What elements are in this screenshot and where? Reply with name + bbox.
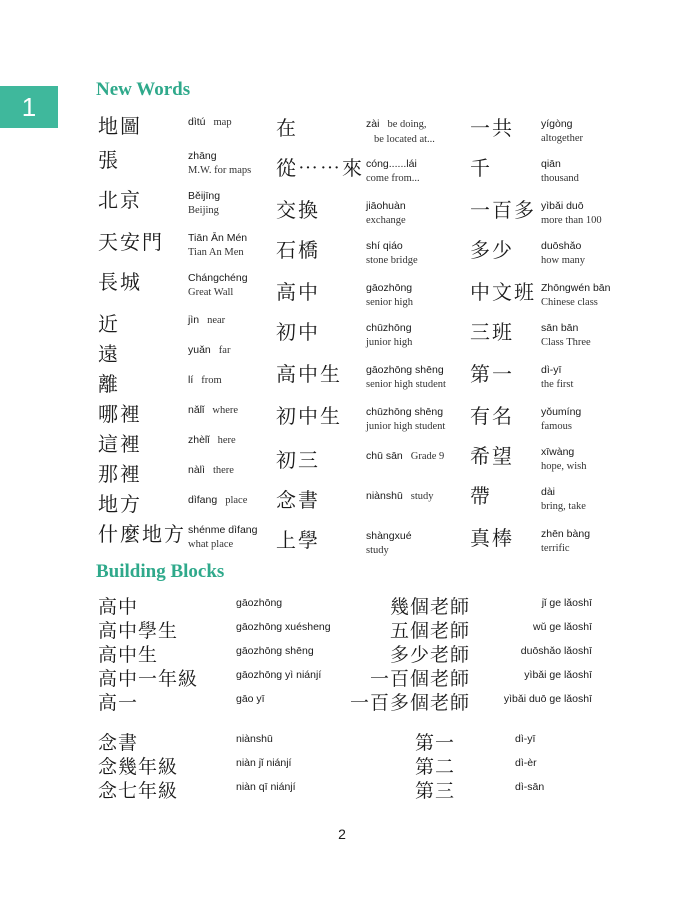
vocab-english: near xyxy=(207,315,226,326)
vocab-gloss xyxy=(366,116,435,146)
vocab-gloss xyxy=(188,312,225,327)
vocab-english: what place xyxy=(188,539,234,550)
vocab-hanzi: 初中 xyxy=(276,320,320,344)
vocab-gloss xyxy=(188,230,247,259)
block-hanzi: 念幾年級 xyxy=(98,756,179,778)
block-hanzi: 高中 xyxy=(98,596,139,618)
block-pinyin: yìbǎi duō ge lǎoshī xyxy=(503,693,592,705)
vocab-hanzi: 帶 xyxy=(470,484,492,508)
vocab-pinyin: lí xyxy=(188,374,194,386)
block-hanzi: 第一 xyxy=(415,732,456,754)
block-pinyin: dì-sān xyxy=(515,781,545,793)
vocab-hanzi: 北京 xyxy=(98,188,142,212)
vocab-gloss xyxy=(366,404,445,433)
block-pinyin: gāozhōng yì niánjí xyxy=(236,669,322,681)
vocab-hanzi: 地方 xyxy=(98,492,142,516)
vocab-pinyin: Tiān Ān Mén xyxy=(188,232,248,244)
vocab-english: famous xyxy=(541,421,572,432)
vocab-english: terrific xyxy=(541,543,570,554)
block-hanzi: 第三 xyxy=(415,780,456,802)
vocab-english: Class Three xyxy=(541,337,591,348)
block-hanzi: 第二 xyxy=(415,756,456,778)
vocab-gloss xyxy=(188,492,247,507)
block-pinyin: gāozhōng xuésheng xyxy=(236,621,331,633)
vocab-gloss xyxy=(366,280,413,309)
vocab-pinyin: chū sān xyxy=(366,450,403,462)
block-pinyin: wǔ ge lǎoshī xyxy=(533,621,592,633)
block-pinyin: niànshū xyxy=(236,733,273,745)
vocab-hanzi: 交換 xyxy=(276,198,320,222)
vocab-gloss xyxy=(188,462,234,477)
vocab-hanzi: 石橋 xyxy=(276,238,320,262)
vocab-gloss xyxy=(366,198,406,227)
vocab-pinyin: cóng......lái xyxy=(366,158,417,170)
vocab-pinyin: dìtú xyxy=(188,116,206,128)
vocab-hanzi: 天安門 xyxy=(98,230,164,254)
vocab-hanzi: 高中 xyxy=(276,280,320,304)
vocab-gloss xyxy=(366,528,412,557)
vocab-hanzi: 在 xyxy=(276,116,298,140)
vocab-hanzi: 念書 xyxy=(276,488,320,512)
vocab-english: Grade 9 xyxy=(410,451,445,462)
block-pinyin: niàn qī niánjí xyxy=(236,781,296,793)
block-pinyin: duōshǎo lǎoshī xyxy=(520,645,592,657)
vocab-hanzi: 這裡 xyxy=(98,432,142,456)
vocab-gloss xyxy=(366,238,418,267)
vocab-hanzi: 一共 xyxy=(470,116,514,140)
vocab-pinyin: gāozhōng shēng xyxy=(366,364,444,376)
block-hanzi: 高中一年級 xyxy=(98,668,199,690)
vocab-english: altogether xyxy=(541,133,583,144)
vocab-gloss xyxy=(541,116,583,145)
block-hanzi: 念七年級 xyxy=(98,780,179,802)
vocab-hanzi: 上學 xyxy=(276,528,320,552)
block-hanzi: 一百個老師 xyxy=(369,668,470,690)
vocab-pinyin: sān bān xyxy=(541,322,579,334)
vocab-english: Beijing xyxy=(188,205,219,216)
vocab-english: M.W. for maps xyxy=(188,165,252,176)
vocab-pinyin: qiān xyxy=(541,158,561,170)
block-pinyin: gāo yī xyxy=(236,693,265,705)
vocab-gloss xyxy=(541,404,581,433)
vocab-gloss xyxy=(188,114,232,129)
block-pinyin: gāozhōng shēng xyxy=(236,645,314,657)
vocab-pinyin: yǒumíng xyxy=(541,406,582,418)
vocab-pinyin: dìfang xyxy=(188,494,218,506)
block-pinyin: gāozhōng xyxy=(236,597,283,609)
vocab-gloss xyxy=(188,432,236,447)
vocab-pinyin: yígòng xyxy=(541,118,573,130)
vocab-english: come from... xyxy=(366,173,420,184)
vocab-gloss xyxy=(188,342,230,357)
vocab-english: from xyxy=(201,375,222,386)
vocab-pinyin: yuǎn xyxy=(188,344,211,356)
vocab-english: more than 100 xyxy=(541,215,602,226)
vocab-gloss xyxy=(188,270,248,299)
vocab-gloss xyxy=(541,362,573,391)
vocab-gloss xyxy=(188,148,251,177)
vocab-gloss xyxy=(541,156,579,185)
vocab-pinyin: Chángchéng xyxy=(188,272,248,284)
vocab-gloss xyxy=(366,156,420,185)
chapter-tab xyxy=(0,86,58,128)
vocab-english: far xyxy=(218,345,231,356)
vocab-hanzi: 千 xyxy=(470,156,492,180)
vocab-english: where xyxy=(212,405,239,416)
vocab-gloss xyxy=(188,188,220,217)
building-blocks-title: Building Blocks xyxy=(96,561,225,582)
vocab-pinyin: jìn xyxy=(188,314,200,326)
vocab-english: senior high student xyxy=(366,379,446,390)
vocab-gloss xyxy=(541,444,587,473)
vocab-pinyin: dài xyxy=(541,486,556,498)
vocab-gloss xyxy=(541,484,586,513)
block-hanzi: 高一 xyxy=(98,692,139,714)
vocab-english: how many xyxy=(541,255,586,266)
vocab-pinyin: Běijīng xyxy=(188,190,221,202)
block-pinyin: dì-yī xyxy=(515,733,536,745)
vocab-english-line2: be located at... xyxy=(374,134,435,145)
vocab-hanzi: 地圖 xyxy=(98,114,142,138)
vocab-english: be doing, xyxy=(387,119,427,130)
vocab-pinyin: nàlì xyxy=(188,464,205,476)
vocab-hanzi: 有名 xyxy=(470,404,514,428)
vocab-gloss xyxy=(541,320,591,349)
vocab-english: study xyxy=(410,491,434,502)
vocab-hanzi: 一百多 xyxy=(470,198,536,222)
vocab-english: junior high xyxy=(366,337,413,348)
vocab-hanzi: 哪裡 xyxy=(98,402,142,426)
vocab-english: bring, take xyxy=(541,501,586,512)
vocab-english: thousand xyxy=(541,173,579,184)
vocab-gloss xyxy=(541,280,610,309)
block-pinyin: dì-èr xyxy=(515,757,537,769)
vocab-hanzi: 多少 xyxy=(470,238,514,262)
vocab-pinyin: jiāohuàn xyxy=(366,200,406,212)
vocab-english: study xyxy=(366,545,389,556)
vocab-pinyin: niànshū xyxy=(366,490,403,502)
vocab-pinyin: yìbǎi duō xyxy=(541,200,584,212)
vocab-english: there xyxy=(212,465,234,476)
block-hanzi: 多少老師 xyxy=(389,644,470,666)
vocab-hanzi: 什麼地方 xyxy=(98,522,186,546)
vocab-hanzi: 近 xyxy=(98,312,120,336)
vocab-english: junior high student xyxy=(366,421,446,432)
vocab-english: here xyxy=(217,435,236,446)
chapter-number: 1 xyxy=(21,91,37,122)
vocab-hanzi: 張 xyxy=(98,148,120,172)
vocab-gloss xyxy=(366,362,446,391)
vocab-pinyin: dì-yī xyxy=(541,364,562,376)
vocab-hanzi: 初三 xyxy=(276,448,320,472)
vocab-hanzi: 高中生 xyxy=(276,362,342,386)
vocab-english: stone bridge xyxy=(366,255,418,266)
vocab-hanzi: 那裡 xyxy=(98,462,142,486)
vocab-pinyin: gāozhōng xyxy=(366,282,413,294)
vocab-pinyin: duōshǎo xyxy=(541,240,582,252)
vocab-gloss xyxy=(188,522,257,551)
vocab-gloss xyxy=(188,402,238,417)
page-number: 2 xyxy=(338,826,346,842)
vocab-pinyin: Zhōngwén bān xyxy=(541,282,611,294)
vocab-pinyin: zài xyxy=(366,118,380,130)
vocab-hanzi: 中文班 xyxy=(470,280,536,304)
vocab-pinyin: shénme dìfang xyxy=(188,524,258,536)
vocab-pinyin: nǎlǐ xyxy=(188,404,205,416)
vocab-pinyin: zhēn bàng xyxy=(541,528,591,540)
vocab-gloss xyxy=(366,448,444,463)
vocab-english: the first xyxy=(541,379,574,390)
vocab-gloss xyxy=(541,526,590,555)
vocab-english: senior high xyxy=(366,297,413,308)
block-pinyin: jǐ ge lǎoshī xyxy=(541,597,592,609)
vocab-hanzi: 初中生 xyxy=(276,404,342,428)
vocab-pinyin: zhāng xyxy=(188,150,217,162)
vocab-english: Tian An Men xyxy=(188,247,244,258)
vocab-hanzi: 第一 xyxy=(470,362,514,386)
block-hanzi: 高中學生 xyxy=(98,620,179,642)
vocab-pinyin: xīwàng xyxy=(541,446,575,458)
block-hanzi: 念書 xyxy=(98,732,139,754)
vocab-english: map xyxy=(213,117,232,128)
block-hanzi: 一百多個老師 xyxy=(349,692,470,714)
vocab-hanzi: 長城 xyxy=(98,270,142,294)
vocab-english: place xyxy=(225,495,248,506)
new-words-title: New Words xyxy=(96,79,191,100)
vocab-pinyin: zhèlǐ xyxy=(188,434,210,446)
vocab-english: Chinese class xyxy=(541,297,598,308)
vocab-hanzi: 三班 xyxy=(470,320,514,344)
vocab-english: hope, wish xyxy=(541,461,587,472)
vocab-gloss xyxy=(188,372,222,387)
vocab-gloss xyxy=(366,320,412,349)
vocab-pinyin: shí qiáo xyxy=(366,240,403,252)
vocab-hanzi: 真棒 xyxy=(470,526,514,550)
vocab-hanzi: 遠 xyxy=(98,342,120,366)
vocab-gloss xyxy=(541,238,585,267)
vocab-pinyin: shàngxué xyxy=(366,530,412,542)
vocab-hanzi: 離 xyxy=(98,372,120,396)
vocab-pinyin: chūzhōng xyxy=(366,322,412,334)
vocab-pinyin: chūzhōng shēng xyxy=(366,406,444,418)
block-pinyin: niàn jǐ niánjí xyxy=(236,757,292,769)
vocab-english: Great Wall xyxy=(188,287,234,298)
block-hanzi: 幾個老師 xyxy=(389,596,470,618)
vocab-gloss xyxy=(541,198,602,227)
block-pinyin: yìbǎi ge lǎoshī xyxy=(524,669,592,681)
vocab-hanzi: 希望 xyxy=(470,444,514,468)
vocab-hanzi: 從⋯⋯來 xyxy=(276,156,364,180)
vocab-english: exchange xyxy=(366,215,406,226)
vocab-gloss xyxy=(366,488,434,503)
block-hanzi: 高中生 xyxy=(98,644,159,666)
block-hanzi: 五個老師 xyxy=(389,620,470,642)
